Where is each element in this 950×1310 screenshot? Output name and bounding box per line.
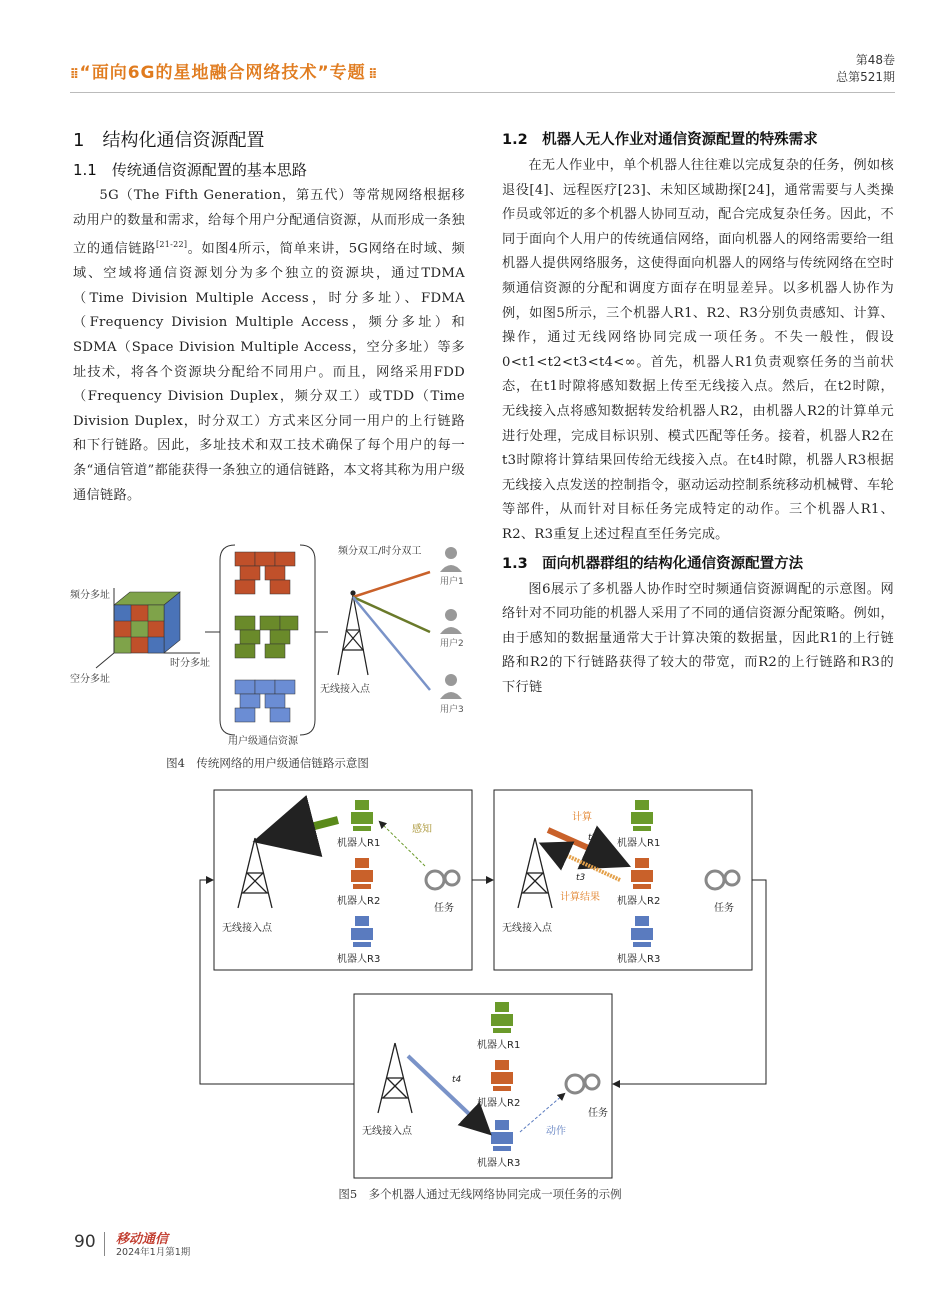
space-axis <box>96 653 114 668</box>
label-time: 时分多址 <box>170 658 210 669</box>
p3-action-label: 动作 <box>546 1126 566 1137</box>
robot-r3-icon <box>631 916 653 947</box>
flow-arrow-3-1 <box>200 880 354 1084</box>
p2-task-label: 任务 <box>714 903 734 914</box>
subsection-1-3-title: 1.3 面向机器群组的结构化通信资源配置方法 <box>502 555 804 572</box>
right-column <box>502 128 894 700</box>
dots-icon: ⁞⁞ <box>365 66 376 82</box>
resource-cube <box>114 592 180 653</box>
volume: 第48卷 <box>855 53 895 67</box>
subsection-1-1-title: 1.1 传统通信资源配置的基本思路 <box>73 161 307 179</box>
p1-r3-label: 机器人R3 <box>337 954 381 965</box>
issue-number: 总第521期 <box>836 70 895 84</box>
p2-r1-label: 机器人R1 <box>617 838 661 849</box>
section-1-title: 1 结构化通信资源配置 <box>73 130 265 151</box>
page-number: 90 <box>74 1232 96 1252</box>
tower-icon <box>378 1043 412 1113</box>
paragraph-2: 在无人作业中，单个机器人往往难以完成复杂的任务，例如核退役[4]、远程医疗[23]、未知区域勘探[24]，通常需要与人类操作员或邻近的多个机器人协同互动，配合完成复杂任务。因此，不同于面向个人用户的传统通信网络，面向机器人的网络需要给一组机器人提供网络服务，这使得面向机器人的网络与传统网络在空时频通信资源的分配和调度方面存在明显差异。以多机器人协作为例，如图5所示，三个机器人R1、R2、R3分别负责感知、计算、操作，通过无线网络协同完成一项任务。不失一般性，假设0<t1<t2<t3<t4<∞。首先，机器人R1负责观察任务的当前状态，在t1时隙将感知数据上传至无线接入点。然后，在t2时隙，无线接入点将感知数据转发给机器人R2，由机器人R2的计算单元进行处理，完成目标识别、模式匹配等任务。接着，机器人R2在t3时隙将计算结果回传给无线接入点。在t4时隙，机器人R3根据无线接入点发送的控制指令，驱动运动控制系统移动机械臂、车轮等部件，从而针对目标任务完成特定的动作。三个机器人R1、R2、R3重复上述过程直至任务完成。 <box>502 158 894 542</box>
panel-2 <box>494 790 752 970</box>
robot-r2-icon <box>351 858 373 889</box>
p2-ap-label: 无线接入点 <box>502 923 552 934</box>
user1-blocks <box>235 552 295 594</box>
gear-icon <box>566 1075 599 1093</box>
robot-r3-icon <box>491 1120 513 1151</box>
subsection-1-2-title: 1.2 机器人无人作业对通信资源配置的特殊需求 <box>502 132 818 148</box>
paragraph-1-text: 5G（The Fifth Generation，第五代）等常规网络根据移动用户的数量和需求，给每个用户分配通信资源，从而形成一条独立的通信链路 <box>73 188 465 257</box>
resource-bracket-right <box>300 545 315 735</box>
paragraph-1 <box>73 184 465 508</box>
p2-result-label: 计算结果 <box>560 892 600 903</box>
p3-r1-label: 机器人R1 <box>477 1040 521 1051</box>
gear-icon <box>706 871 739 889</box>
journal-topic-header <box>70 58 375 83</box>
p3-task-label: 任务 <box>588 1108 608 1119</box>
journal-logo: 移动通信 <box>116 1232 169 1247</box>
robot-r3-icon <box>351 916 373 947</box>
p1-r1-label: 机器人R1 <box>337 838 381 849</box>
figure-5 <box>190 788 770 1188</box>
p3-r3-label: 机器人R3 <box>477 1158 521 1169</box>
p2-r2-label: 机器人R2 <box>617 896 661 907</box>
figure-4-caption: 图4 传统网络的用户级通信链路示意图 <box>166 756 369 770</box>
robot-r2-icon <box>491 1060 513 1091</box>
link-user1 <box>353 572 430 597</box>
label-space: 空分多址 <box>70 674 110 685</box>
paragraph-1-rest: 。如图4所示，简单来讲，5G网络在时域、频域、空域将通信资源划分为多个独立的资源块，通过TDMA（Time Division Multiple Access，时分多址）、FDMA（Frequency Division Multiple Access，频分多址）和SDMA（Space Division Multiple Access，空分多址）等多址技术，将各个资源块分配给不同用户。而且，网络采用FDD（Frequency Division Duplex，频分双工）或TDD（Time Division Duplex，时分双工）方式来区分同一用户的上行链路和下行链路。因此，多址技术和双工技术确保了每个用户的每一条“通信管道”都能获得一条独立的通信链路，本文将其称为用户级通信链路。 <box>73 241 465 503</box>
p1-ap-label: 无线接入点 <box>222 923 272 934</box>
robot-r2-icon <box>631 858 653 889</box>
user2-blocks <box>235 616 298 658</box>
robot-r1-icon <box>351 800 373 831</box>
tower-icon <box>338 591 368 675</box>
p1-sense-label: 感知 <box>412 824 432 835</box>
p2-t2-label: t2 <box>588 833 598 843</box>
panel-3 <box>354 994 612 1178</box>
issue-info <box>836 52 895 86</box>
issue-date: 2024年1月第1期 <box>116 1247 191 1258</box>
p2-r3-label: 机器人R3 <box>617 954 661 965</box>
flow-arrow-2-3 <box>614 880 766 1084</box>
figure-5-caption: 图5 多个机器人通过无线网络协同完成一项任务的示例 <box>338 1187 622 1201</box>
gear-icon <box>426 871 459 889</box>
downlink-arrow-t2 <box>548 830 620 862</box>
user1-label: 用户1 <box>440 577 464 587</box>
p3-t4-label: t4 <box>452 1075 462 1085</box>
label-duplex: 频分双工/时分双工 <box>338 546 422 557</box>
p2-compute-label: 计算 <box>572 812 592 823</box>
paragraph-3: 图6展示了多机器人协作时空时频通信资源调配的示意图。网络针对不同功能的机器人采用了不同的通信资源分配策略。例如，由于感知的数据量通常大于计算决策的数据量，因此R1的上行链路和R2的下行链路获得了较大的带宽，而R2的上行链路和R3的下行链 <box>502 581 894 695</box>
robot-r1-icon <box>491 1002 513 1033</box>
left-column <box>73 128 465 508</box>
robot-r1-icon <box>631 800 653 831</box>
dots-icon: ⁞⁞ <box>70 66 80 82</box>
p1-task-label: 任务 <box>434 903 454 914</box>
label-freq: 频分多址 <box>70 590 110 601</box>
user3-label: 用户3 <box>440 705 464 715</box>
p2-t3-label: t3 <box>576 873 586 883</box>
figure-4 <box>70 540 465 770</box>
user-icon <box>440 547 462 699</box>
panel-1 <box>214 790 472 970</box>
user2-label: 用户2 <box>440 639 464 649</box>
user3-blocks <box>235 680 295 722</box>
uplink-arrow-t1 <box>268 820 338 838</box>
p1-t1-label: t1 <box>308 839 318 849</box>
link-user3 <box>353 597 430 690</box>
p3-ap-label: 无线接入点 <box>362 1126 412 1137</box>
header-divider <box>70 92 895 93</box>
p1-r2-label: 机器人R2 <box>337 896 381 907</box>
resource-bracket <box>220 545 235 735</box>
p3-r2-label: 机器人R2 <box>477 1098 521 1109</box>
link-user2 <box>353 597 430 632</box>
downlink-arrow-t4 <box>408 1056 486 1130</box>
label-ap: 无线接入点 <box>320 684 370 695</box>
citation: [21-22] <box>155 240 188 250</box>
footer-divider <box>104 1232 105 1256</box>
topic-title: “面向6G的星地融合网络技术”专题 <box>79 63 366 83</box>
tower-icon <box>238 838 272 908</box>
label-resource: 用户级通信资源 <box>228 736 298 747</box>
